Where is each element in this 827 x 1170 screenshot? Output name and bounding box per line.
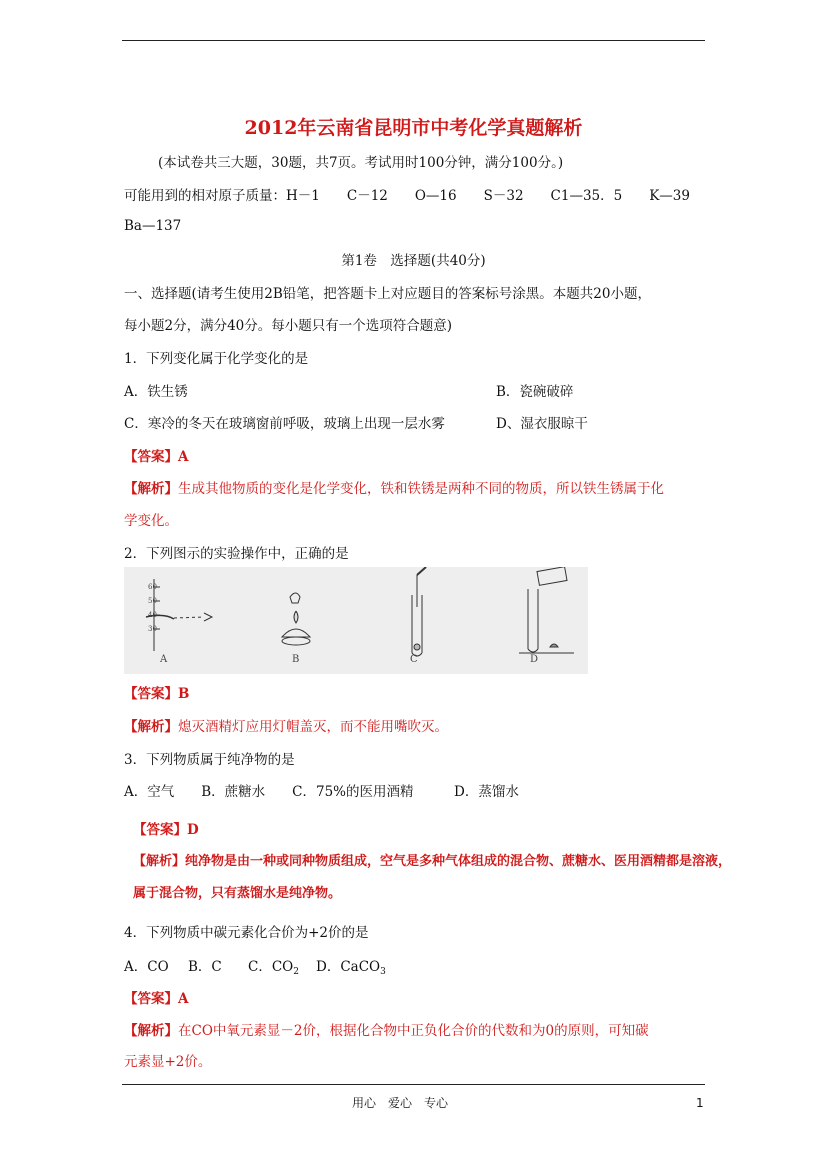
lab-operations-figure (124, 567, 588, 674)
question-3-options: A．空气 B．蔗糖水 C．75%的医用酒精 D．蒸馏水 (124, 784, 519, 800)
question-1-option-a: A．铁生锈 (124, 384, 188, 400)
footer-rule (122, 1084, 705, 1085)
analysis-tag: 【解析】 (124, 1023, 178, 1039)
tick-label: 50 (148, 597, 157, 605)
question-1-analysis-line-2: 学变化。 (124, 513, 178, 529)
analysis-text: 熄灭酒精灯应用灯帽盖灭，而不能用嘴吹灭。 (178, 719, 448, 735)
option-c-formula: C．CO (248, 959, 294, 975)
instruction-line-1: 一、选择题(请考生使用2B铅笔，把答题卡上对应题目的答案标号涂黑。本题共20小题， (124, 286, 651, 302)
question-4-option-c (248, 955, 299, 977)
question-4-option-d (316, 955, 386, 977)
option-b-alcohol-lamp (282, 593, 310, 645)
question-4-option-b: B．C (188, 959, 222, 975)
option-d-pouring-test-tube (519, 567, 574, 653)
question-3-analysis-line-2: 属于混合物，只有蒸馏水是纯净物。 (133, 886, 342, 901)
question-1-option-c: C．寒冷的冬天在玻璃窗前呼吸，玻璃上出现一层水雾 (124, 416, 445, 432)
figure-label-b: B (292, 654, 300, 665)
question-1-answer: 【答案】A (124, 449, 189, 465)
page-number: 1 (696, 1096, 704, 1110)
question-1-option-b: B．瓷碗破碎 (496, 384, 574, 400)
question-4-option-a: A．CO (124, 959, 169, 975)
tick-label: 60 (148, 583, 157, 591)
question-4-stem: 4．下列物质中碳元素化合价为+2价的是 (124, 925, 369, 941)
question-3-analysis-line-1: 【解析】纯净物是由一种或同种物质组成，空气是多种气体组成的混合物、蔗糖水、医用酒精都是溶液， (133, 854, 732, 869)
question-1-analysis-line-1 (124, 477, 664, 497)
option-c-subscript: 2 (293, 967, 299, 977)
atomic-mass-line-2: Ba—137 (124, 218, 182, 234)
volume-title: 第1卷 选择题(共40分) (341, 253, 486, 269)
footer-slogan: 用心 爱心 专心 (352, 1096, 449, 1110)
exam-info: (本试卷共三大题，30题，共7页。考试用时100分钟，满分100分。) (158, 155, 564, 171)
analysis-tag: 【解析】 (124, 481, 178, 497)
figure-label-d: D (530, 654, 539, 665)
figure-label-c: C (410, 654, 418, 665)
option-c-dropper-test-tube (412, 567, 426, 656)
analysis-text: 生成其他物质的变化是化学变化，铁和铁锈是两种不同的物质，所以铁生锈属于化 (178, 481, 664, 497)
question-2-analysis (124, 715, 448, 735)
question-3-stem: 3．下列物质属于纯净物的是 (124, 752, 295, 768)
question-2-stem: 2．下列图示的实验操作中，正确的是 (124, 546, 349, 562)
analysis-tag: 【解析】 (124, 719, 178, 735)
question-4-analysis-line-2: 元素显+2价。 (124, 1054, 212, 1070)
lab-operations-illustration (124, 567, 588, 674)
analysis-text: 在CO中氧元素显－2价，根据化合物中正负化合价的代数和为0的原则，可知碳 (178, 1023, 649, 1039)
question-3-answer: 【答案】D (133, 822, 199, 838)
question-1-stem: 1．下列变化属于化学变化的是 (124, 351, 309, 367)
instruction-line-2: 每小题2分，满分40分。每小题只有一个选项符合题意) (124, 318, 453, 334)
figure-label-a: A (160, 654, 168, 665)
question-4-analysis-line-1 (124, 1019, 649, 1039)
question-4-answer: 【答案】A (124, 991, 189, 1007)
atomic-mass-line-1: 可能用到的相对原子质量：H－1 C－12 O—16 S－32 C1—35．5 K—39 (124, 188, 690, 204)
option-d-subscript: 3 (380, 967, 386, 977)
question-2-answer: 【答案】B (124, 686, 190, 702)
option-d-formula: D．CaCO (316, 959, 381, 975)
question-1-option-d: D、湿衣服晾干 (496, 416, 588, 432)
header-rule (122, 40, 705, 41)
page-title: 2012年云南省昆明市中考化学真题解析 (244, 117, 583, 139)
tick-label: 30 (148, 625, 157, 633)
tick-label: 40 (148, 611, 157, 619)
